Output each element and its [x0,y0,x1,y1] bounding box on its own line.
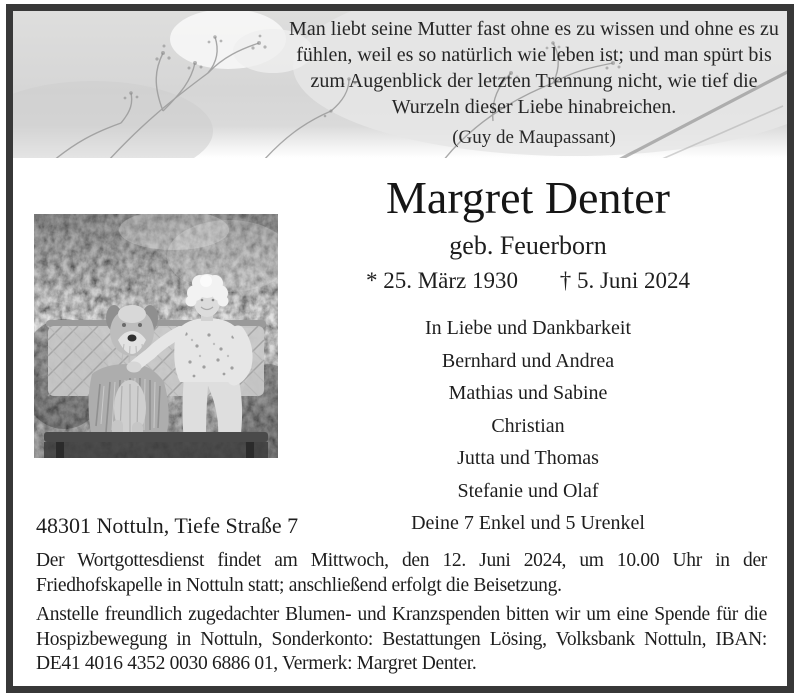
life-dates [292,268,764,294]
quote-attribution: (Guy de Maupassant) [452,127,616,148]
quote-line: fühlen, weil es so natürlich wie leben ist; und man spürt bis [296,44,772,66]
mourner-line: Christian [491,414,565,437]
mourners-list [292,312,764,540]
quote-line: zum Augenblick der letzten Trennung nicht, wie tief die [310,70,758,92]
birth-date: * 25. März 1930 [365,268,518,293]
mourner-line: Mathias und Sabine [448,382,608,404]
donation-info: Anstelle freundlich zugedachter Blumen- und Kranzspenden bitten wir um eine Spende für die Hospizbewegung in Nottuln, Sonderkonto: Bestattungen Lösing, Volksbank Nottuln, IBAN: DE41 4016 4352 0030 6886 01, Vermerk: Margret Denter. [36,604,767,674]
funeral-details [36,549,767,677]
service-info: Der Wortgottesdienst findet am Mittwoch, den 12. Juni 2024, um 10.00 Uhr in der Friedhofskapelle in Nottuln statt; anschließend erfolgt die Beisetzung. [36,550,767,596]
mourner-line: Bernhard und Andrea [441,349,615,372]
mourner-line: Deine 7 Enkel und 5 Urenkel [411,512,645,534]
deceased-name: Margret Denter [386,172,670,223]
contact-address: 48301 Nottuln, Tiefe Straße 7 [36,513,299,538]
quote-line: Wurzeln dieser Liebe hinabreichen. [391,96,677,118]
memorial-quote [288,16,780,120]
maiden-name: geb. Feuerborn [449,231,607,260]
mourner-line: Stefanie und Olaf [457,479,599,502]
portrait-photo [34,214,278,458]
quote-line: Man liebt seine Mutter fast ohne es zu wissen und ohne es zu [289,18,779,40]
portrait-graphic [34,214,278,458]
death-date: † 5. Juni 2024 [559,268,691,293]
mourner-line: Jutta und Thomas [457,447,599,469]
mourners-intro: In Liebe und Dankbarkeit [424,317,632,339]
